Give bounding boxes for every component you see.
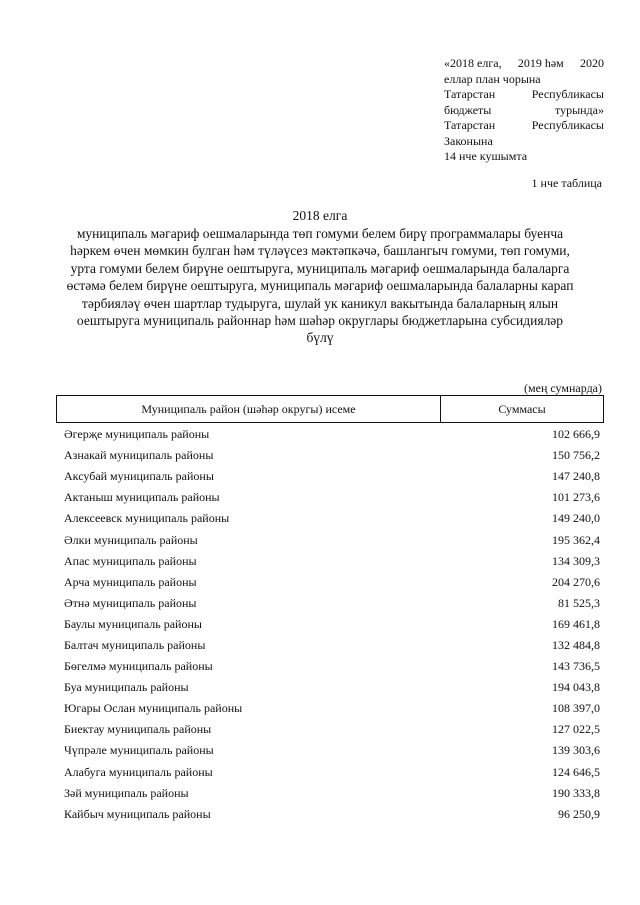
row-name: Алабуга муниципаль районы: [64, 764, 213, 779]
table-row: [64, 614, 604, 635]
annex-line-4-left: бюджеты: [444, 102, 492, 117]
row-amount: 194 043,8: [552, 680, 600, 695]
row-name: Буа муниципаль районы: [64, 680, 189, 695]
row-amount: 101 273,6: [552, 490, 600, 505]
row-name: Арча муниципаль районы: [64, 574, 197, 589]
table-row: [64, 551, 604, 572]
annex-line-5: [444, 118, 604, 134]
row-name: Биектау муниципаль районы: [64, 722, 212, 737]
table-row: [64, 593, 604, 614]
row-amount: 139 303,6: [552, 743, 600, 758]
annex-line-4: [444, 103, 604, 119]
annex-line-2: еллар план чорына: [444, 71, 541, 86]
row-amount: 108 397,0: [552, 701, 600, 716]
row-amount: 102 666,9: [552, 427, 600, 442]
table-row: [64, 529, 604, 550]
table-row: [64, 487, 604, 508]
row-amount: 127 022,5: [552, 722, 600, 737]
annex-line-3: [444, 87, 604, 103]
annex-line-6: Законына: [444, 133, 493, 148]
row-name: Бөгелмә муниципаль районы: [64, 659, 213, 674]
row-name: Зәй муниципаль районы: [64, 785, 189, 800]
annex-line-1: [444, 56, 604, 72]
row-name: Апас муниципаль районы: [64, 553, 197, 568]
row-name: Азнакай муниципаль районы: [64, 448, 214, 463]
row-amount: 124 646,5: [552, 764, 600, 779]
table-row: [64, 740, 604, 761]
row-name: Баулы муниципаль районы: [64, 616, 202, 631]
table-header: [56, 395, 604, 423]
row-name: Әгерҗе муниципаль районы: [64, 427, 210, 442]
annex-reference: [444, 56, 604, 165]
row-amount: 81 525,3: [558, 595, 600, 610]
row-amount: 190 333,8: [552, 785, 600, 800]
annex-line-1-right: 2020: [579, 56, 604, 70]
annex-line-5-left: Татарстан: [444, 118, 496, 132]
row-amount: 134 309,3: [552, 553, 600, 568]
row-amount: 169 461,8: [552, 616, 600, 631]
annex-line-3-right: Республикасы: [531, 87, 604, 101]
annex-line-1-left: «2018 елга,: [444, 56, 502, 70]
table-row: [64, 804, 604, 825]
row-amount: 96 250,9: [558, 806, 600, 821]
table-row: [64, 656, 604, 677]
annex-line-3-left: Татарстан: [444, 87, 496, 101]
row-name: Аксубай муниципаль районы: [64, 469, 214, 484]
annex-line-5-right: Республикасы: [531, 118, 604, 132]
row-amount: 150 756,2: [552, 448, 600, 463]
row-name: Чүпрәле муниципаль районы: [64, 743, 214, 758]
annex-line-7: 14 нче кушымта: [444, 149, 528, 163]
row-amount: 204 270,6: [552, 574, 600, 589]
annex-line-4-right: турында»: [554, 102, 604, 117]
table-row: [64, 677, 604, 698]
title-year: 2018 елга: [292, 208, 348, 223]
row-amount: 147 240,8: [552, 469, 600, 484]
column-header-name: Муниципаль район (шәһәр округы) исеме: [57, 396, 441, 422]
row-name: Әтнә муниципаль районы: [64, 595, 197, 610]
units-note: (мең сумнарда): [524, 381, 602, 395]
row-name: Балтач муниципаль районы: [64, 637, 206, 652]
annex-line-1-mid: 2019 һәм: [517, 56, 564, 70]
table-row: [64, 762, 604, 783]
row-amount: 143 736,5: [552, 659, 600, 674]
document-title: муниципаль мәгариф оешмаларында төп гомуми белем бирү программалары буенча һәркем өчен мөмкин булган һәм түләүсез мәктәпкәчә, башлангыч гомуми, төп гомуми, урта гомуми белем бирүне оештыруга, муниципаль мәгариф оешмаларында балаларга өстәмә белем бирүне оештыруга, муниципаль мәгариф оешмаларында балаларны карап тәрбияләү өчен шартлар тудыруга, шулай ук каникул вакытында балаларның ялын оештыруга муниципаль районнар һәм шәһәр округлары бюджетларына субсидияләр бүлү: [66, 226, 574, 346]
row-name: Актаныш муниципаль районы: [64, 490, 220, 505]
table-row: [64, 719, 604, 740]
table-number: 1 нче таблица: [531, 176, 602, 190]
row-name: Әлки муниципаль районы: [64, 532, 198, 547]
row-name: Кайбыч муниципаль районы: [64, 806, 211, 821]
row-amount: 132 484,8: [552, 637, 600, 652]
table-row: [64, 445, 604, 466]
row-amount: 149 240,0: [552, 511, 600, 526]
row-amount: 195 362,4: [552, 532, 600, 547]
table-body: [64, 424, 604, 825]
column-header-amount: Суммасы: [498, 401, 546, 416]
row-name: Алексеевск муниципаль районы: [64, 511, 230, 526]
table-row: [64, 635, 604, 656]
table-row: [64, 508, 604, 529]
table-row: [64, 698, 604, 719]
table-row: [64, 466, 604, 487]
table-row: [64, 783, 604, 804]
row-name: Югары Ослан муниципаль районы: [64, 701, 243, 716]
table-row: [64, 572, 604, 593]
table-row: [64, 424, 604, 445]
